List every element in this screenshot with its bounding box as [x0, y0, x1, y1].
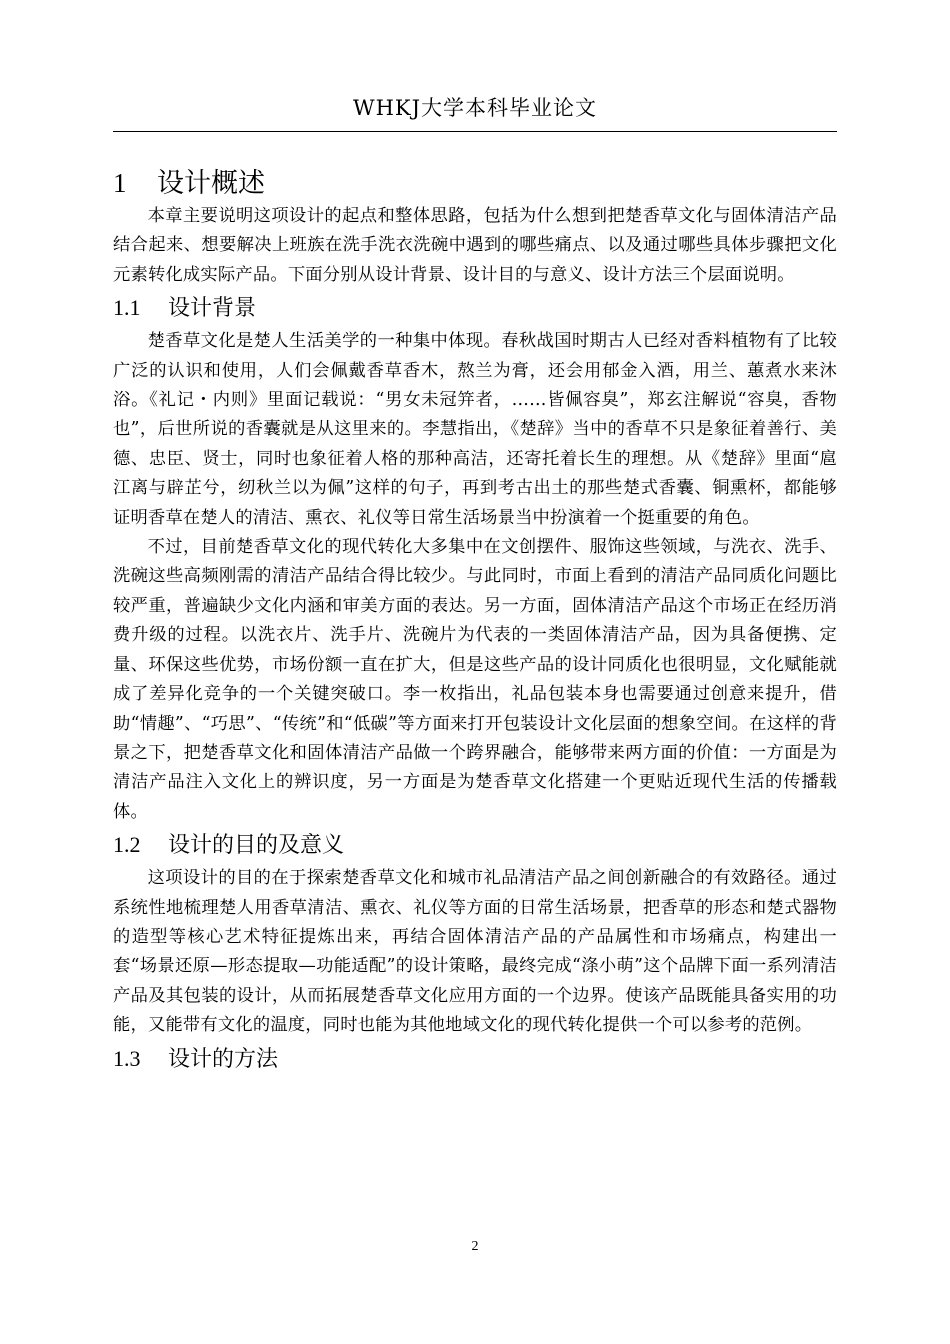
page-number: 2 [471, 1239, 479, 1254]
running-header: WHKJ大学本科毕业论文 [352, 96, 597, 120]
chapter-number: 1 [113, 168, 127, 198]
section-number: 1.3 [113, 1045, 141, 1071]
section-heading [113, 1041, 837, 1078]
body-paragraph: 这项设计的目的在于探索楚香草文化和城市礼品清洁产品之间创新融合的有效路径。通过系统性地梳理楚人用香草清洁、熏衣、礼仪等方面的日常生活场景，把香草的形态和楚式器物的造型等核心艺术特征提炼出来，再结合固体清洁产品的产品属性和市场痛点，构建出一套“场景还原—形态提取—功能适配”的设计策略，最终完成“涤小萌”这个品牌下面一系列清洁产品及其包装的设计，从而拓展楚香草文化应用方面的一个边界。使该产品既能具备实用的功能，又能带有文化的温度，同时也能为其他地域文化的现代转化提供一个可以参考的范例。 [113, 868, 837, 1036]
section-title: 设计的方法 [168, 1046, 279, 1072]
header-rule [113, 131, 837, 132]
section-heading [113, 290, 837, 327]
body-paragraph: 楚香草文化是楚人生活美学的一种集中体现。春秋战国时期古人已经对香料植物有了比较广泛的认识和使用，人们会佩戴香草香木，熬兰为膏，还会用郁金入酒，用兰、蕙煮水来沐浴。《礼记・内则》里面记载说：“男女未冠笄者，……皆佩容臭”，郑玄注解说“容臭，香物也”，后世所说的香囊就是从这里来的。李慧指出，《楚辞》当中的香草不只是象征着善行、美德、忠臣、贤士，同时也象征着人格的那种高洁，还寄托着长生的理想。从《楚辞》里面“扈江离与辟芷兮，纫秋兰以为佩”这样的句子，再到考古出土的那些楚式香囊、铜熏杯，都能够证明香草在楚人的清洁、熏衣、礼仪等日常生活场景当中扮演着一个挺重要的角色。 [113, 331, 837, 528]
chapter-heading [113, 165, 837, 202]
intro-paragraph: 本章主要说明这项设计的起点和整体思路，包括为什么想到把楚香草文化与固体清洁产品结合起来、想要解决上班族在洗手洗衣洗碗中遇到的哪些痛点、以及通过哪些具体步骤把文化元素转化成实际产品。下面分别从设计背景、设计目的与意义、设计方法三个层面说明。 [113, 206, 837, 285]
section-number: 1.2 [113, 832, 141, 858]
section-title: 设计背景 [168, 296, 257, 322]
section-heading [113, 827, 837, 864]
page-content [113, 165, 837, 1078]
chapter-title: 设计概述 [157, 168, 265, 199]
section-number: 1.1 [113, 295, 141, 321]
body-paragraph: 不过，目前楚香草文化的现代转化大多集中在文创摆件、服饰这些领域，与洗衣、洗手、洗碗这些高频刚需的清洁产品结合得比较少。与此同时，市面上看到的清洁产品同质化问题比较严重，普遍缺少文化内涵和审美方面的表达。另一方面，固体清洁产品这个市场正在经历消费升级的过程。以洗衣片、洗手片、洗碗片为代表的一类固体清洁产品，因为具备便携、定量、环保这些优势，市场份额一直在扩大，但是这些产品的设计同质化也很明显，文化赋能就成了差异化竞争的一个关键突破口。李一枚指出，礼品包装本身也需要通过创意来提升，借助“情趣”、“巧思”、“传统”和“低碳”等方面来打开包装设计文化层面的想象空间。在这样的背景之下，把楚香草文化和固体清洁产品做一个跨界融合，能够带来两方面的价值：一方面是为清洁产品注入文化上的辨识度，另一方面是为楚香草文化搭建一个更贴近现代生活的传播载体。 [113, 537, 837, 822]
section-title: 设计的目的及意义 [168, 833, 345, 859]
